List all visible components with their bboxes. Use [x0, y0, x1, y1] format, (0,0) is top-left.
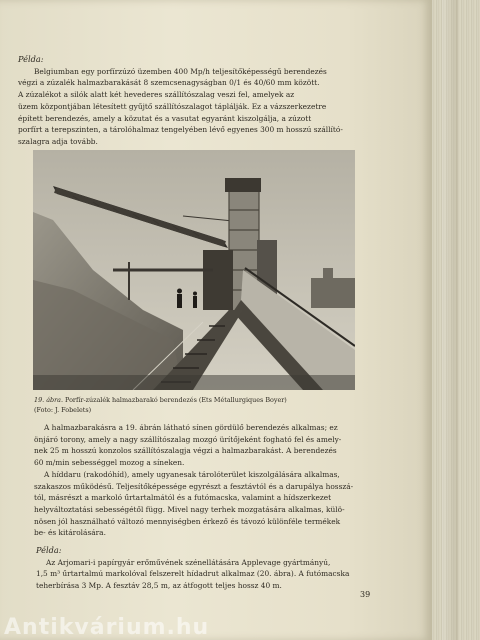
- text-line: porfírt a terepszinten, a tárolóhalmaz tengelyében lévő egyenes 300 m hosszú szállító-: [18, 125, 343, 135]
- figure-credit: (Foto: J. Fobelets): [34, 405, 92, 414]
- text-line: A zúzalékot a silók alatt két hevederes szállítószalag veszi fel, amelyek az: [18, 90, 295, 100]
- text-line: nek 25 m hosszú konzolos szállítószalagja végzi a halmazbarakást. A berendezés: [34, 446, 337, 456]
- text-line: be- és kitárolására.: [34, 528, 106, 538]
- figure-caption-text: Porfír-zúzalék halmazbarakó berendezés (Ets Métallurgiques Boyer): [65, 396, 287, 404]
- text-line: A halmazbarakásra a 19. ábrán látható sínen gördülő berendezés alkalmas; ez: [44, 423, 338, 432]
- example-heading: Példa:: [18, 54, 44, 64]
- text-line: 1,5 m³ űrtartalmú markolóval felszerelt hídadrut alkalmaz (20. ábra). A futómacska: [36, 569, 350, 579]
- page-number: 39: [360, 590, 371, 599]
- body-text: [34, 422, 370, 539]
- example-2: [36, 545, 370, 592]
- text-line: épített berendezés, amely a közutat és a vasutat egyaránt kiszolgálja, a zúzott: [18, 113, 312, 123]
- figure-number: 19. ábra.: [34, 396, 63, 404]
- text-line: szalagra adja tovább.: [18, 136, 98, 146]
- example-heading: Példa:: [36, 545, 62, 555]
- text-line: helyváltoztatási sebességétől függ. Mivel nagy terhek mozgatására alkalmas, külö-: [34, 504, 345, 514]
- text-line: önjáró torony, amely a nagy szállítószalag mozgó ürítőjeként fogható fel és amely-: [34, 434, 342, 444]
- text-line: végzi a zúzalék halmazbarakását 8 szemcsenagyságban 0/1 és 40/60 mm között.: [18, 78, 320, 88]
- text-line: szakaszos működésű. Teljesítőképessége egyrészt a fesztávtól és a darupálya hosszá-: [34, 481, 354, 491]
- example-1: [18, 54, 402, 148]
- text-line: tól, másrészt a markoló űrtartalmától és a futómacska, valamint a hídszerkezet: [34, 493, 332, 503]
- text-line: 60 m/min sebességgel mozog a síneken.: [34, 458, 185, 468]
- text-line: Az Arjomari-i papírgyár erőművének szénellátására Applevage gyártmányú,: [46, 557, 331, 567]
- text-line: üzem központjában létesített gyűjtő szállítószalagot táplálják. Ez a vázszerkezetre: [18, 101, 327, 111]
- watermark: Antikvárium.hu: [4, 615, 210, 640]
- text-line: nösen jól használható változó mennyiségben érkező és távozó különféle termékek: [34, 516, 341, 526]
- page-edge: [432, 0, 480, 640]
- figure-caption: [34, 396, 364, 415]
- figure-photo: [33, 150, 355, 390]
- text-line: A híddaru (rakodóhíd), amely ugyanesak tárolóterület kiszolgálására alkalmas,: [44, 469, 340, 479]
- text-line: Belgiumban egy porfírzúzó üzemben 400 Mp/h teljesítőképességű berendezés: [34, 66, 327, 76]
- text-line: teherbírása 3 Mp. A fesztáv 28,5 m, az átfogott teljes hossz 40 m.: [36, 581, 282, 591]
